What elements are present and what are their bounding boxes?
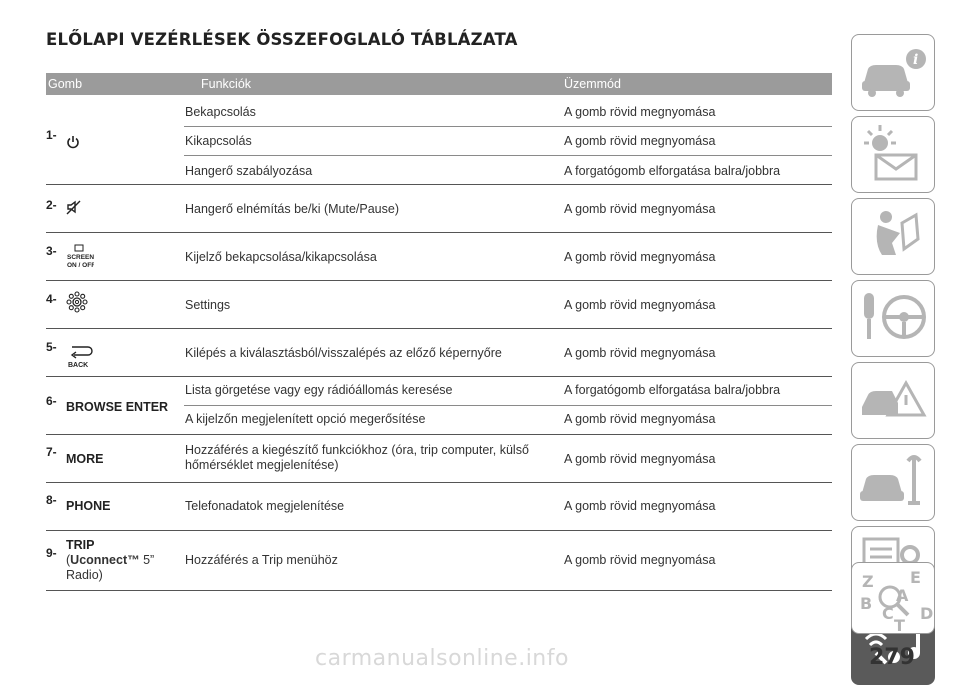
- chapter-sidebar: [851, 34, 960, 634]
- row-divider: [46, 232, 832, 233]
- svg-text:BACK: BACK: [68, 362, 89, 369]
- button-name: BROWSE ENTER: [66, 400, 169, 414]
- svg-text:T: T: [894, 616, 905, 635]
- button-note: (Uconnect™ 5”: [66, 553, 155, 567]
- key-steering-wheel-icon: [856, 285, 930, 351]
- svg-text:ON / OFF: ON / OFF: [67, 262, 94, 269]
- airbag-seat-icon: [856, 203, 930, 269]
- page-number: 279: [869, 645, 915, 670]
- svg-text:B: B: [860, 594, 873, 613]
- mode-text: A gomb rövid megnyomása: [564, 202, 716, 216]
- header-funkciok: Funkciók: [201, 77, 252, 91]
- function-text: Bekapcsolás: [185, 105, 256, 119]
- svg-text:D: D: [920, 604, 934, 623]
- function-text: Hangerő szabályozása: [185, 164, 313, 178]
- power-icon: [66, 135, 80, 154]
- svg-text:E: E: [910, 568, 921, 587]
- row-divider: [46, 280, 832, 281]
- mode-text: A gomb rövid megnyomása: [564, 298, 716, 312]
- mute-speaker-icon: [66, 199, 82, 220]
- car-crash-icon: [856, 367, 930, 433]
- header-uzemmod: Üzemmód: [564, 77, 621, 91]
- index-search-icon: [856, 567, 936, 635]
- mode-text: A gomb rövid megnyomása: [564, 412, 716, 426]
- back-arrow-icon: [66, 341, 96, 374]
- row-number: 3-: [46, 244, 57, 258]
- row-number: 1-: [46, 128, 57, 142]
- warning-lights-icon: [856, 121, 930, 187]
- button-note-rest: 5”: [139, 553, 155, 567]
- function-text: Kilépés a kiválasztásból/visszalépés az előző képernyőre: [185, 346, 502, 360]
- tab-key-steering[interactable]: [851, 280, 935, 357]
- svg-text:Z: Z: [862, 572, 874, 591]
- row-divider: [46, 184, 832, 185]
- svg-text:i: i: [913, 52, 919, 68]
- mode-text: A forgatógomb elforgatása balra/jobbra: [564, 164, 781, 178]
- button-note-bold: Uconnect™: [70, 553, 140, 567]
- row-divider: [46, 376, 832, 377]
- mode-text: A gomb rövid megnyomása: [564, 452, 716, 466]
- function-text: Lista görgetése vagy egy rádióállomás keresése: [185, 383, 453, 397]
- mode-text: A gomb rövid megnyomása: [564, 499, 716, 513]
- function-text: Telefonadatok megjelenítése: [185, 499, 345, 513]
- svg-text:C: C: [882, 604, 894, 623]
- function-text: Kijelző bekapcsolása/kikapcsolása: [185, 250, 377, 264]
- function-text: Hozzáférés a Trip menühöz: [185, 553, 338, 567]
- header-gomb: Gomb: [48, 77, 83, 91]
- row-number: 8-: [46, 493, 57, 507]
- row-number: 6-: [46, 394, 57, 408]
- settings-gear-icon: [66, 291, 88, 318]
- function-text: Kikapcsolás: [185, 134, 252, 148]
- tab-airbag-seat[interactable]: [851, 198, 935, 275]
- tab-emergency[interactable]: [851, 362, 935, 439]
- mode-text: A gomb rövid megnyomása: [564, 250, 716, 264]
- svg-text:SCREEN: SCREEN: [67, 254, 94, 261]
- row-number: 4-: [46, 292, 57, 306]
- table-header: [46, 73, 832, 95]
- row-number: 5-: [46, 340, 57, 354]
- row-divider: [184, 126, 832, 127]
- row-divider: [46, 530, 832, 531]
- mode-text: A gomb rövid megnyomása: [564, 134, 716, 148]
- tab-maintenance[interactable]: [851, 444, 935, 521]
- mode-text: A forgatógomb elforgatása balra/jobbra: [564, 383, 781, 397]
- screen-on-off-icon: [66, 244, 94, 275]
- button-name: TRIP: [66, 538, 95, 552]
- function-text: Hangerő elnémítás be/ki (Mute/Pause): [185, 202, 399, 216]
- tab-car-info[interactable]: [851, 34, 935, 111]
- row-number: 2-: [46, 198, 57, 212]
- svg-text:A: A: [896, 586, 909, 605]
- mode-text: A gomb rövid megnyomása: [564, 105, 716, 119]
- button-note-tail: Radio): [66, 568, 103, 582]
- row-number: 7-: [46, 445, 57, 459]
- row-divider: [46, 590, 832, 591]
- function-text: A kijelzőn megjelenített opció megerősítése: [185, 412, 426, 426]
- mode-text: A gomb rövid megnyomása: [564, 553, 716, 567]
- tab-warning-lights[interactable]: [851, 116, 935, 193]
- function-text: Settings: [185, 298, 231, 312]
- car-info-icon: [856, 39, 930, 105]
- button-name: PHONE: [66, 499, 111, 513]
- mode-text: A gomb rövid megnyomása: [564, 346, 716, 360]
- row-divider: [46, 434, 832, 435]
- row-divider: [184, 405, 832, 406]
- watermark: carmanualsonline.info: [315, 646, 569, 671]
- page-title: ELŐLAPI VEZÉRLÉSEK ÖSSZEFOGLALÓ TÁBLÁZATA: [46, 30, 518, 49]
- button-name: MORE: [66, 452, 104, 466]
- row-divider: [184, 155, 832, 156]
- row-number: 9-: [46, 546, 57, 560]
- tab-index[interactable]: [851, 562, 935, 634]
- car-maintenance-icon: [856, 449, 930, 515]
- row-divider: [46, 328, 832, 329]
- function-text: Hozzáférés a kiegészítő funkciókhoz (óra, trip computer, külső hőmérséklet megjelenítése): [185, 443, 529, 472]
- row-divider: [46, 482, 832, 483]
